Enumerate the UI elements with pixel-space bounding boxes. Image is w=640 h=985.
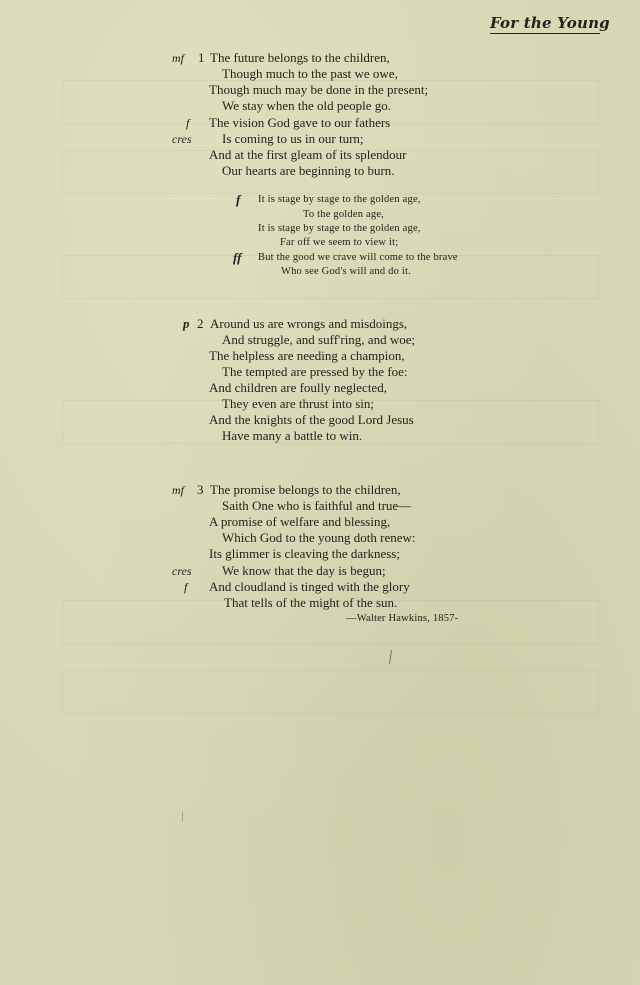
refrain-line: To the golden age, xyxy=(303,209,385,220)
refrain-line: It is stage by stage to the golden age, xyxy=(258,223,421,234)
verse-line: Which God to the young doth renew: xyxy=(222,530,416,545)
running-head: For the Young xyxy=(490,14,610,32)
verse-line: And struggle, and suff'ring, and woe; xyxy=(222,332,416,347)
refrain-line: It is stage by stage to the golden age, xyxy=(258,194,421,205)
verse-line: We know that the day is begun; xyxy=(222,563,386,578)
dynamic-mark: cres xyxy=(172,132,192,146)
verse-line: That tells of the might of the sun. xyxy=(224,595,398,610)
verse-line: We stay when the old people go. xyxy=(222,98,391,113)
print-speck xyxy=(182,812,183,822)
verse-line: The future belongs to the children, xyxy=(210,50,390,65)
verse-line: They even are thrust into sin; xyxy=(222,396,374,411)
refrain-line: But the good we crave will come to the brave xyxy=(258,252,458,263)
refrain-line: Far off we seem to view it; xyxy=(280,237,399,248)
refrain-line: Who see God's will and do it. xyxy=(281,266,411,277)
verse-line: The helpless are needing a champion, xyxy=(209,348,405,363)
verse-line: A promise of welfare and blessing, xyxy=(209,514,391,529)
dynamic-mark: p xyxy=(183,316,190,331)
verse-line: Our hearts are beginning to burn. xyxy=(222,163,395,178)
verse-line: Have many a battle to win. xyxy=(222,428,363,443)
verse-line: The vision God gave to our fathers xyxy=(209,115,391,130)
attribution: —Walter Hawkins, 1857- xyxy=(346,613,459,624)
verse-line: Though much to the past we owe, xyxy=(222,66,398,81)
verse-line: Saith One who is faithful and true— xyxy=(222,498,412,513)
print-speck xyxy=(389,650,392,664)
dynamic-mark: cres xyxy=(172,564,192,578)
verse-line: The tempted are pressed by the foe: xyxy=(222,364,408,379)
verse-line: And cloudland is tinged with the glory xyxy=(209,579,410,594)
verse-line: And at the first gleam of its splendour xyxy=(209,147,407,162)
dynamic-mark: f xyxy=(184,580,188,594)
verse-line: And the knights of the good Lord Jesus xyxy=(209,412,414,427)
verse-line: And children are foully neglected, xyxy=(209,380,387,395)
verse-line: Is coming to us in our turn; xyxy=(222,131,364,146)
dynamic-mark: mf xyxy=(172,483,184,497)
verse-line: Its glimmer is cleaving the darkness; xyxy=(209,546,400,561)
bleed-through-staff xyxy=(62,670,599,714)
verse-line: The promise belongs to the children, xyxy=(210,482,401,497)
dynamic-mark: ff xyxy=(233,250,242,265)
stanza-number: 1 xyxy=(198,50,205,65)
dynamic-mark: f xyxy=(236,192,241,207)
verse-line: Around us are wrongs and misdoings, xyxy=(210,316,408,331)
verse-line: Though much may be done in the present; xyxy=(209,82,429,97)
dynamic-mark: f xyxy=(186,116,190,130)
stanza-number: 3 xyxy=(197,482,204,497)
dynamic-mark: mf xyxy=(172,51,184,65)
stanza-number: 2 xyxy=(197,316,204,331)
